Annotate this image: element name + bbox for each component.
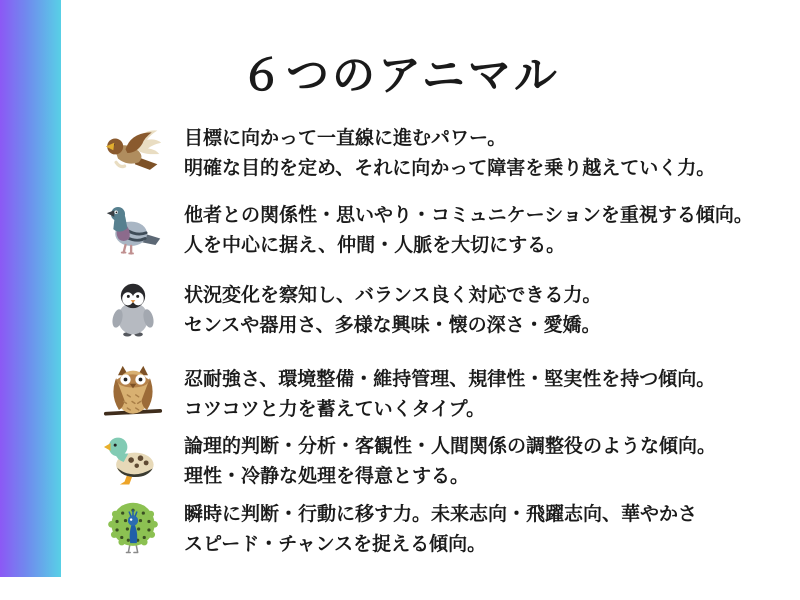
eagle-description-line-2: 明確な目的を定め、それに向かって障害を乗り越えていく力。 bbox=[184, 157, 716, 179]
penguin-icon bbox=[102, 279, 164, 341]
pigeon-description-line-1: 他者との関係性・思いやり・コミュニケーションを重視する傾向。 bbox=[184, 204, 753, 226]
animal-row-duck bbox=[102, 430, 792, 492]
penguin-description-line-1: 状況変化を察知し、バランス良く対応できる力。 bbox=[184, 284, 602, 306]
peacock-description-line-2: スピード・チャンスを捉える傾向。 bbox=[184, 533, 487, 555]
peacock-description-line-1: 瞬時に判断・行動に移す力。未来志向・飛躍志向、華やかさ bbox=[184, 503, 698, 525]
page-title: ６つのアニマル bbox=[240, 51, 560, 101]
duck-description-line-1: 論理的判断・分析・客観性・人間関係の調整役のような傾向。 bbox=[184, 435, 717, 457]
pigeon-description-line-2: 人を中心に据え、仲間・人脈を大切にする。 bbox=[184, 234, 566, 256]
peacock-icon bbox=[102, 498, 164, 560]
animal-row-penguin bbox=[102, 279, 792, 341]
animal-row-pigeon bbox=[102, 199, 792, 261]
duck-icon bbox=[102, 430, 164, 492]
duck-description-line-2: 理性・冷静な処理を得意とする。 bbox=[184, 465, 470, 487]
animal-row-eagle bbox=[102, 122, 792, 184]
animal-row-owl bbox=[102, 363, 792, 425]
penguin-description-line-2: センスや器用さ、多様な興味・懐の深さ・愛嬌。 bbox=[184, 314, 601, 336]
eagle-description-line-1: 目標に向かって一直線に進むパワー。 bbox=[184, 127, 507, 149]
owl-description-line-2: コツコツと力を蓄えていくタイプ。 bbox=[184, 398, 486, 420]
owl-icon bbox=[102, 363, 164, 425]
eagle-icon bbox=[102, 122, 164, 184]
owl-description-line-1: 忍耐強さ、環境整備・維持管理、規律性・堅実性を持つ傾向。 bbox=[184, 368, 716, 390]
pigeon-icon bbox=[102, 199, 164, 261]
animal-row-peacock bbox=[102, 498, 792, 560]
